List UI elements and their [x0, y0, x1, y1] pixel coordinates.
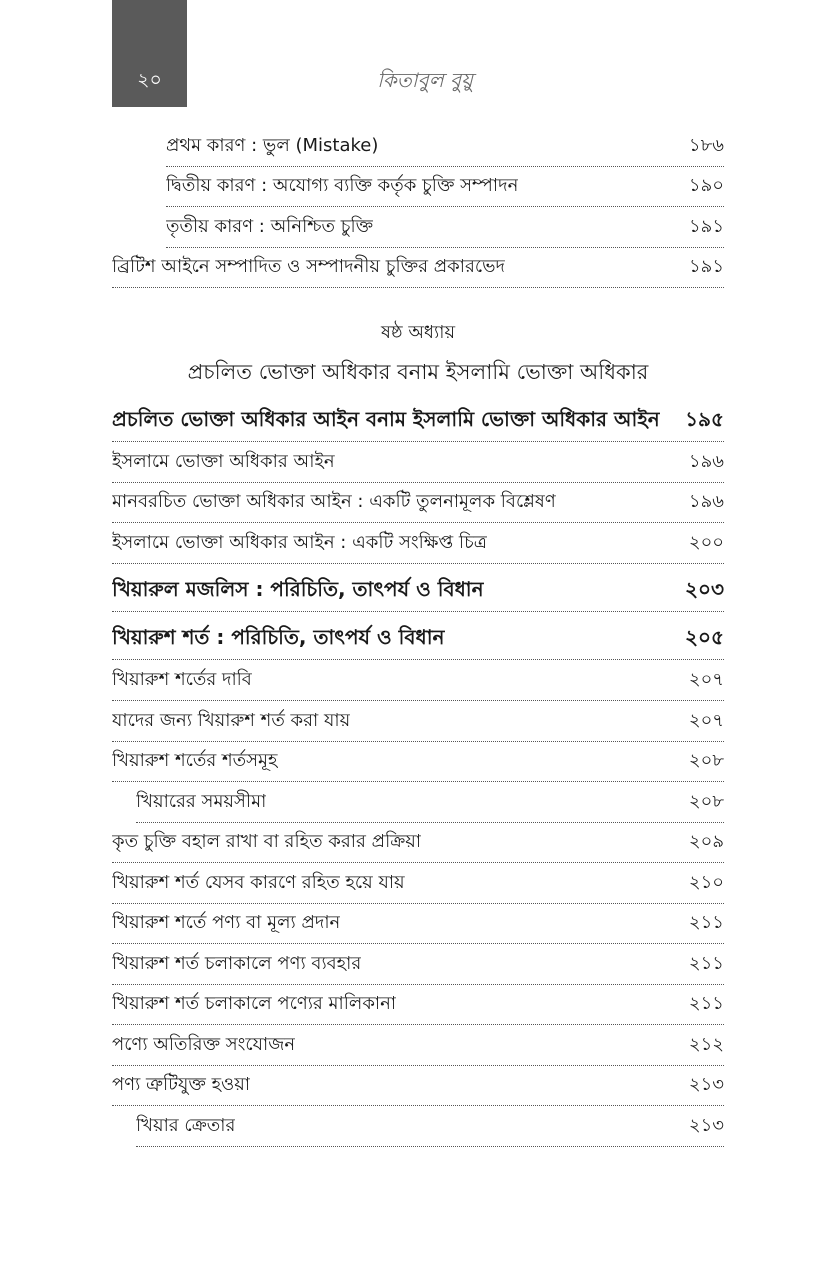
toc-entry[interactable] — [136, 783, 724, 823]
toc-entry[interactable] — [166, 127, 724, 167]
toc-entry-page: ২১০ — [688, 872, 724, 893]
page-number: ২০ — [137, 69, 162, 91]
running-title: কিতাবুল বুয়ু — [377, 68, 473, 92]
toc-entry[interactable] — [112, 443, 724, 483]
toc-entry[interactable] — [112, 742, 724, 782]
toc-entry-title: খিয়ারুশ শর্ত যেসব কারণে রহিত হয়ে যায় — [112, 872, 405, 893]
toc-entry-title: ব্রিটিশ আইনে সম্পাদিত ও সম্পাদনীয় চুক্তির প্রকারভেদ — [112, 256, 505, 277]
toc-entry-title: তৃতীয় কারণ : অনিশ্চিত চুক্তি — [166, 216, 374, 237]
toc-entry-page: ২০৫ — [685, 625, 724, 649]
toc-entry-title: প্রচলিত ভোক্তা অধিকার আইন বনাম ইসলামি ভোক্তা অধিকার আইন — [112, 407, 660, 431]
toc-entry-title: খিয়ারুশ শর্ত চলাকালে পণ্যের মালিকানা — [112, 993, 397, 1014]
toc-entry[interactable] — [112, 1026, 724, 1066]
toc-entry[interactable] — [112, 620, 724, 660]
toc-entry-page: ২০৭ — [688, 669, 724, 690]
toc-entry-page: ১৯৫ — [685, 407, 724, 431]
toc-entry[interactable] — [112, 572, 724, 612]
toc-entry-page: ২১১ — [688, 953, 724, 974]
toc-entry-page: ১৯৬ — [688, 491, 724, 512]
toc-entry-page: ২০৯ — [688, 831, 724, 852]
toc-entry-page: ১৯১ — [688, 216, 724, 237]
toc-entry-page: ২০৮ — [688, 750, 724, 771]
toc-entry-page: ২১১ — [688, 993, 724, 1014]
toc-entry-title: দ্বিতীয় কারণ : অযোগ্য ব্যক্তি কর্তৃক চুক্তি সম্পাদন — [166, 175, 519, 196]
toc-entry-page: ২১১ — [688, 912, 724, 933]
toc-entry-page: ২১২ — [688, 1034, 724, 1055]
toc-entry[interactable] — [112, 904, 724, 944]
toc-entry[interactable] — [112, 248, 724, 288]
toc-entry[interactable] — [112, 1066, 724, 1106]
toc-entry[interactable] — [112, 945, 724, 985]
toc-entry-title: খিয়ার ক্রেতার — [136, 1115, 236, 1136]
toc-entry-page: ১৮৬ — [688, 135, 724, 156]
toc-entry-page: ১৯৬ — [688, 451, 724, 472]
toc-entry-title: প্রথম কারণ : ভুল (Mistake) — [166, 135, 379, 156]
toc-entry-title: খিয়ারুশ শর্ত চলাকালে পণ্য ব্যবহার — [112, 953, 362, 974]
toc-entry-title: যাদের জন্য খিয়ারুশ শর্ত করা যায় — [112, 710, 351, 731]
toc-entry[interactable] — [112, 661, 724, 701]
toc-entry[interactable] — [166, 167, 724, 207]
toc-entry-title: খিয়ারুল মজলিস : পরিচিতি, তাৎপর্য ও বিধান — [112, 577, 484, 601]
toc-entry-page: ২০৮ — [688, 791, 724, 812]
toc-entry-page: ১৯১ — [688, 256, 724, 277]
toc-entry-page: ২০৩ — [684, 577, 724, 601]
toc-entry[interactable] — [112, 823, 724, 863]
toc-entry[interactable] — [112, 864, 724, 904]
toc-entry[interactable] — [112, 524, 724, 564]
toc-entry[interactable] — [166, 208, 724, 248]
toc-entry[interactable] — [112, 985, 724, 1025]
toc-entry[interactable] — [112, 402, 724, 442]
chapter-label: ষষ্ঠ অধ্যায় — [380, 322, 456, 343]
toc-entry-title: ইসলামে ভোক্তা অধিকার আইন — [112, 451, 335, 472]
toc-entry-title: খিয়ারুশ শর্তে পণ্য বা মূল্য প্রদান — [112, 912, 341, 933]
toc-entry-title: মানবরচিত ভোক্তা অধিকার আইন : একটি তুলনামূলক বিশ্লেষণ — [112, 491, 556, 512]
toc-entry-title: ইসলামে ভোক্তা অধিকার আইন : একটি সংক্ষিপ্ত চিত্র — [112, 532, 488, 553]
chapter-title: প্রচলিত ভোক্তা অধিকার বনাম ইসলামি ভোক্তা অধিকার — [187, 360, 649, 384]
toc-entry-page: ২০৭ — [688, 710, 724, 731]
toc-entry-title: খিয়ারুশ শর্তের শর্তসমূহ — [112, 750, 278, 771]
toc-entry-title: পণ্য ত্রুটিযুক্ত হওয়া — [112, 1074, 251, 1095]
toc-entry-title: পণ্যে অতিরিক্ত সংযোজন — [112, 1034, 296, 1055]
toc-entry[interactable] — [112, 702, 724, 742]
toc-entry[interactable] — [136, 1107, 724, 1147]
toc-entry[interactable] — [112, 483, 724, 523]
toc-entry-title: কৃত চুক্তি বহাল রাখা বা রহিত করার প্রক্রিয়া — [112, 831, 422, 852]
toc-entry-title: খিয়ারের সময়সীমা — [136, 791, 267, 812]
toc-entry-title: খিয়ারুশ শর্ত : পরিচিতি, তাৎপর্য ও বিধান — [112, 625, 445, 649]
toc-entry-page: ২১৩ — [688, 1115, 724, 1136]
toc-entry-page: ২০০ — [688, 532, 724, 553]
toc-entry-page: ১৯০ — [688, 175, 724, 196]
toc-entry-title: খিয়ারুশ শর্তের দাবি — [112, 669, 252, 690]
toc-entry-page: ২১৩ — [688, 1074, 724, 1095]
